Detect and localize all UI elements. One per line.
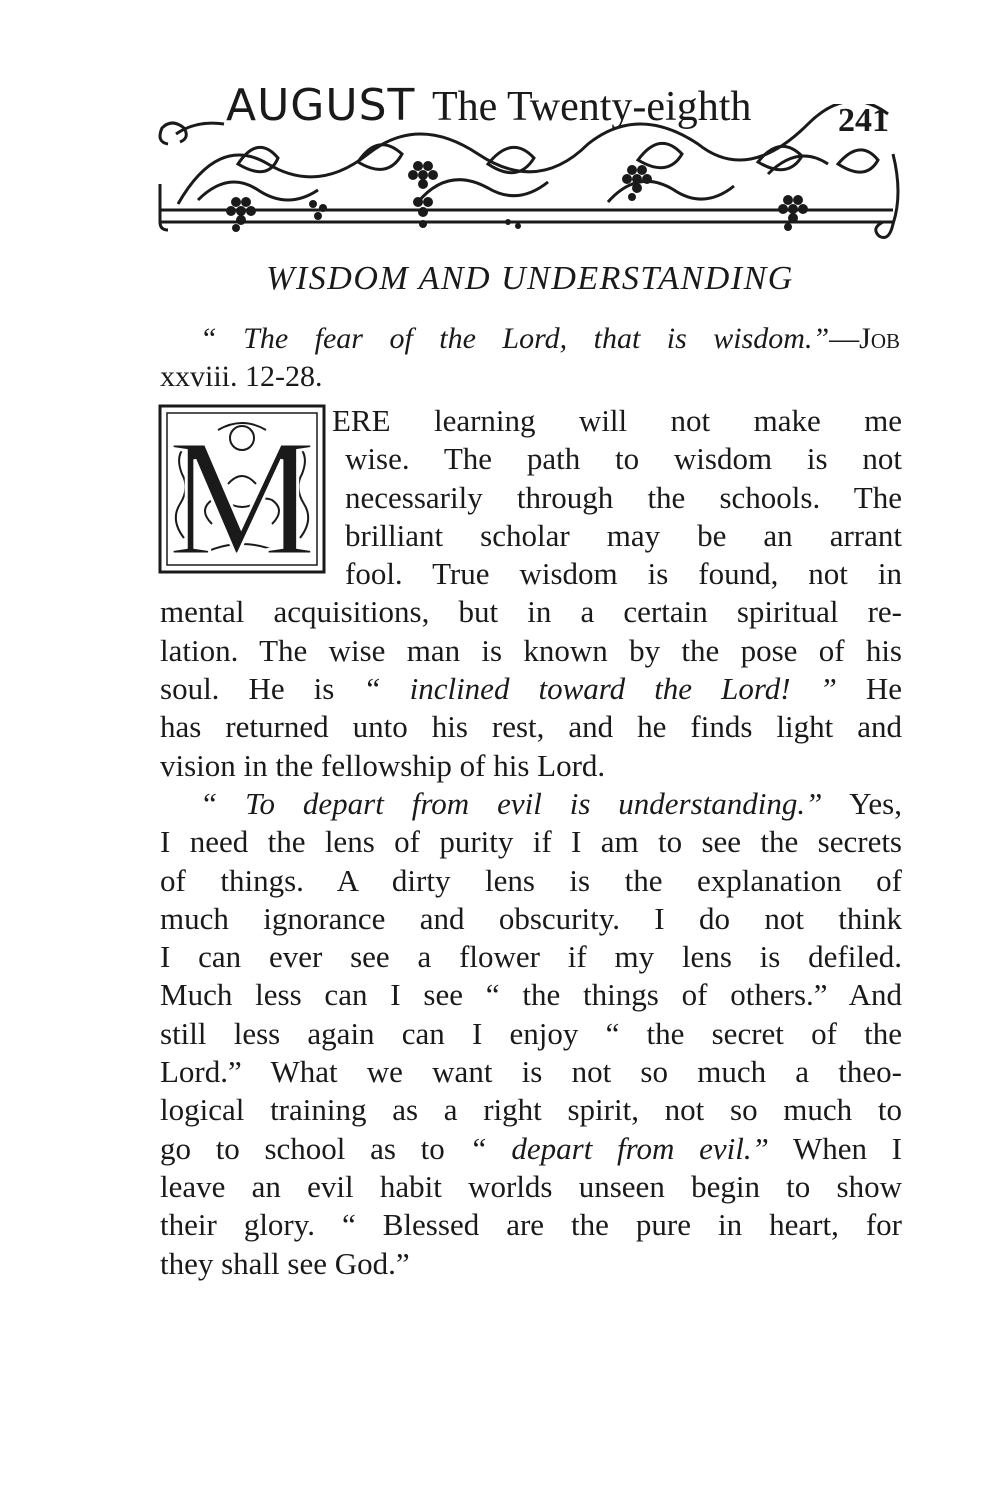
emphasis-quote: “ depart from evil.” [469,1130,769,1166]
paragraph2-line: much ignorance and obscurity. I do not think [160,900,902,936]
line-text: He [865,671,903,707]
epigraph-reference: xxviii. 12-28. [160,360,323,393]
paragraph1-line: mental acquisitions, but in a certain spiritual re- [160,594,902,630]
paragraph1-line: vision in the fellowship of his Lord. [160,747,606,783]
body-text [160,402,902,1283]
paragraph2-line: leave an evil habit worlds unseen begin to show [160,1168,902,1204]
header-day: The Twenty-eighth [432,84,752,130]
epigraph-quote: “ The fear of the Lord, that is wisdom.” [200,322,830,355]
paragraph2-line: logical training as a right spirit, not so much to [160,1092,902,1128]
line-text: When I [792,1130,902,1166]
paragraph2-line [160,1130,902,1168]
paragraph2-line: still less again can I enjoy “ the secret of the [160,1015,902,1051]
epigraph [160,320,900,396]
paragraph1-line: necessarily through the schools. The [345,479,902,515]
emphasis-quote: “ To depart from evil is understanding.” [200,785,823,821]
paragraph1-line: fool. True wisdom is found, not in [345,556,902,592]
paragraph2-line: Lord.” What we want is not so much a theo- [160,1054,902,1090]
line-text: soul. He is [160,671,335,707]
paragraph1-line: brilliant scholar may be an arrant [345,517,902,553]
paragraph1-line: ERE learning will not make me [332,403,902,438]
paragraph2-line: of things. A dirty lens is the explanation of [160,862,902,898]
line-text: Yes, [849,785,902,821]
paragraph2-line: I can ever see a flower if my lens is defiled. [160,939,902,975]
paragraph1-line [160,670,902,708]
paragraph2-line: Much less can I see “ the things of others.” And [160,977,902,1013]
section-title: WISDOM AND UNDERSTANDING [266,260,794,297]
vine-banner-ornament [158,104,900,256]
paragraph2-line: I need the lens of purity if I am to see the secrets [160,824,902,860]
paragraph1-line: has returned unto his rest, and he finds light and [160,709,902,745]
drop-cap-letter: M [167,405,317,574]
paragraph2-line [160,785,902,823]
emphasis-quote: “ inclined toward the Lord! ” [363,671,837,707]
paragraph2-line: they shall see God.” [160,1245,410,1281]
paragraph1-line: wise. The path to wisdom is not [345,441,902,477]
paragraph1-line: lation. The wise man is known by the pose of his [160,632,902,668]
line-text: go to school as to [160,1130,445,1166]
header-month: AUGUST [226,80,416,131]
page-number: 241 [838,102,889,139]
paragraph2-line: their glory. “ Blessed are the pure in heart, for [160,1207,902,1243]
epigraph-dash: — [829,322,860,355]
epigraph-source: Job [859,322,900,355]
